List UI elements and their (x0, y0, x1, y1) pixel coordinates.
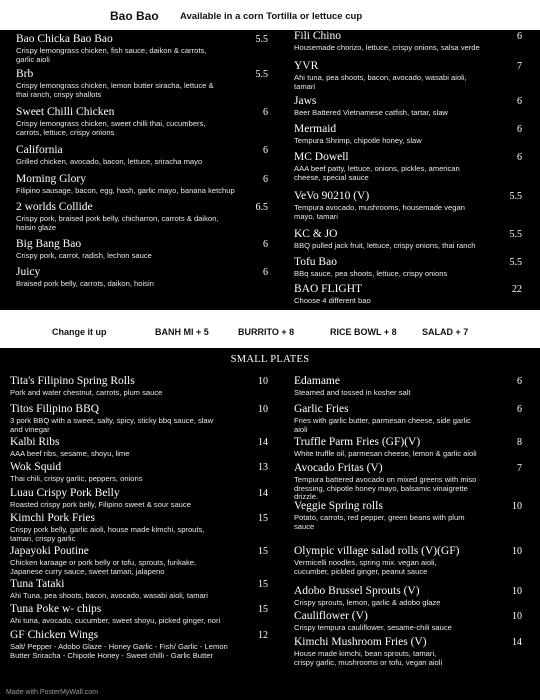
menu-item (16, 106, 268, 137)
menu-item-price: 15 (258, 604, 268, 615)
menu-item-description: 3 pork BBQ with a sweet, salty, spicy, sticky bbq sauce, slaw and vinegar (10, 416, 214, 434)
menu-item-price: 14 (258, 437, 268, 448)
menu-item-name: Adobo Brussel Sprouts (V) (294, 585, 420, 597)
menu-item-description: Crispy pork belly, garlic aioli, house made kimchi, sprouts, tamari, crispy garlic (10, 525, 205, 543)
menu-item (16, 266, 268, 289)
option-rice-bowl: RICE BOWL + 8 (330, 327, 397, 337)
menu-item-description: Crispy lemongrass chicken, lemon butter siracha, lettuce & thai ranch, crispy shallots (16, 81, 214, 99)
menu-item-name: Jaws (294, 95, 317, 107)
menu-item (294, 500, 522, 531)
menu-item (294, 283, 522, 306)
menu-item-description: Tempura Shrimp, chipotle honey, slaw (294, 136, 422, 145)
bao-title: Bao Bao (110, 9, 159, 23)
menu-item-name: Japayoki Poutine (10, 545, 89, 557)
small-plates-heading: SMALL PLATES (230, 354, 310, 365)
small-plates-panel (0, 348, 540, 700)
menu-item-description: Salt/ Pepper - Adobo Glaze - Honey Garlic - Fish/ Garlic - Lemon Butter Sriracha - Chipotle Honey - Sweet chilli - Garlic Butter (10, 642, 228, 660)
menu-item-name: Mermaid (294, 123, 337, 135)
menu-item-description: Crispy sprouts, lemon, garlic & adobo glaze (294, 598, 441, 607)
menu-item-description: Thai chili, crispy garlic, peppers, onions (10, 474, 143, 483)
menu-item-price: 14 (258, 488, 268, 499)
menu-item-description: Crispy lemongrass chicken, fish sauce, daikon & carrots, garlic aioli (16, 46, 207, 64)
menu-item-name: Kimchi Mushroom Fries (V) (294, 636, 427, 648)
watermark: Made with PosterMyWall.com (6, 689, 98, 696)
bao-header (0, 0, 540, 30)
menu-item-price: 10 (512, 546, 522, 557)
menu-item-name: Big Bang Bao (16, 238, 82, 250)
menu-item-price: 10 (258, 376, 268, 387)
menu-item-description: Steamed and tossed in kosher salt (294, 388, 411, 397)
menu-item-name: Wok Squid (10, 461, 62, 473)
menu-item-price: 6 (263, 145, 268, 156)
menu-item-description: Roasted crispy pork belly, Filipino sweet & sour sauce (10, 500, 191, 509)
change-label: Change it up (52, 327, 107, 337)
menu-item-price: 10 (512, 501, 522, 512)
menu-item-name: KC & JO (294, 228, 338, 240)
menu-item-name: Olympic village salad rolls (V)(GF) (294, 545, 460, 557)
menu-item (294, 151, 522, 182)
menu-item (294, 462, 522, 502)
menu-item-description: Crispy tempura cauliflower, sesame-chili sauce (294, 623, 452, 632)
menu-item-price: 6.5 (255, 202, 268, 213)
menu-item-name: Sweet Chilli Chicken (16, 106, 115, 118)
menu-item-price: 14 (512, 637, 522, 648)
menu-item-price: 6 (517, 376, 522, 387)
menu-item-name: Truffle Parm Fries (GF)(V) (294, 436, 421, 448)
menu-item-name: Fili Chino (294, 30, 341, 42)
menu-item-price: 6 (517, 31, 522, 42)
menu-item-description: Pork and water chestnut, carrots, plum sauce (10, 388, 163, 397)
menu-item-price: 5.5 (509, 191, 522, 202)
menu-item (10, 545, 268, 576)
menu-item (16, 238, 268, 261)
menu-item (294, 228, 522, 251)
menu-item (294, 585, 522, 608)
menu-item (16, 144, 268, 167)
menu-item-name: Juicy (16, 266, 41, 278)
menu-item-description: Crispy lemongrass chicken, sweet chilli thai, cucumbers, carrots, lettuce, crispy onions (16, 119, 206, 137)
menu-item-price: 10 (512, 586, 522, 597)
menu-item (10, 512, 268, 543)
menu-item-price: 15 (258, 579, 268, 590)
menu-item-price: 6 (263, 107, 268, 118)
menu-item-name: 2 worlds Collide (16, 201, 93, 213)
menu-item-price: 15 (258, 546, 268, 557)
menu-item (10, 461, 268, 484)
menu-item-description: Braised pork belly, carrots, daikon, hoisin (16, 279, 154, 288)
menu-item-name: Luau Crispy Pork Belly (10, 487, 120, 499)
menu-item (10, 375, 268, 398)
menu-item-price: 6 (517, 404, 522, 415)
menu-item-price: 22 (512, 284, 522, 295)
menu-item-name: Titos Filipino BBQ (10, 403, 100, 415)
bao-subtitle: Available in a corn Tortilla or lettuce cup (180, 11, 363, 22)
menu-item-price: 6 (263, 174, 268, 185)
menu-item-description: Grilled chicken, avocado, bacon, lettuce, sriracha mayo (16, 157, 203, 166)
menu-item-description: BBQ pulled jack fruit, lettuce, crispy onions, thai ranch (294, 241, 476, 250)
menu-item-name: Tuna Poke w- chips (10, 603, 102, 615)
menu-item (294, 60, 522, 91)
menu-item-description: Choose 4 different bao (294, 296, 371, 305)
menu-item (10, 436, 268, 459)
bao-menu-panel (0, 30, 540, 310)
menu-item (294, 375, 522, 398)
menu-item (16, 33, 268, 64)
menu-item (10, 629, 268, 660)
menu-item-name: Kimchi Pork Fries (10, 512, 95, 524)
menu-item-price: 5.5 (255, 69, 268, 80)
menu-item (294, 256, 522, 279)
menu-item-price: 6 (517, 96, 522, 107)
menu-item-description: Ahi tuna, avocado, cucumber, sweet shoyu, picked ginger, nori (10, 616, 221, 625)
menu-item-price: 5.5 (255, 34, 268, 45)
menu-item-price: 10 (512, 611, 522, 622)
menu-item-description: Tempura avocado, mushrooms, housemade vegan mayo, tamari (294, 203, 465, 221)
menu-item-price: 5.5 (509, 229, 522, 240)
menu-item-description: White truffle oil, parmesan cheese, lemon & garlic aioli (294, 449, 477, 458)
menu-item-price: 6 (517, 152, 522, 163)
menu-item-price: 5.5 (509, 257, 522, 268)
menu-item-description: BBq sauce, pea shoots, lettuce, crispy onions (294, 269, 448, 278)
menu-item-name: YVR (294, 60, 319, 72)
menu-item-name: GF Chicken Wings (10, 629, 99, 641)
menu-item-price: 7 (517, 463, 522, 474)
menu-item-name: Tuna Tataki (10, 578, 65, 590)
option-banh-mi: BANH MI + 5 (155, 327, 209, 337)
menu-item-description: AAA beef patty, lettuce, onions, pickles, american cheese, special sauce (294, 164, 460, 182)
menu-item-description: Ahi tuna, pea shoots, bacon, avocado, wasabi aioli, tamari (294, 73, 467, 91)
menu-item-name: Morning Glory (16, 173, 86, 185)
menu-item-description: Housemade chorizo, lettuce, crispy onions, salsa verde (294, 43, 480, 52)
menu-item-name: Bao Chicka Bao Bao (16, 33, 113, 45)
menu-item-description: Crispy pork, carrot, radish, lechon sauce (16, 251, 152, 260)
option-burrito: BURRITO + 8 (238, 327, 295, 337)
option-salad: SALAD + 7 (422, 327, 469, 337)
menu-item (16, 201, 268, 232)
menu-item-price: 10 (258, 404, 268, 415)
menu-item-name: Edamame (294, 375, 340, 387)
change-it-up-bar (0, 318, 540, 344)
menu-item (294, 610, 522, 633)
menu-item-price: 8 (517, 437, 522, 448)
menu-item (294, 403, 522, 434)
menu-item-name: BAO FLIGHT (294, 283, 363, 295)
menu-item (10, 603, 268, 626)
menu-item-description: Vermicelli noodles, spring mix. vegan aioli, cucumber, pickled ginger, peanut sauce (294, 558, 437, 576)
menu-item (10, 487, 268, 510)
menu-item-description: Ahi Tuna, pea shoots, bacon, avocado, wasabi aioli, tamari (10, 591, 208, 600)
menu-item-name: Brb (16, 68, 34, 80)
menu-item-name: MC Dowell (294, 151, 349, 163)
menu-item-price: 6 (517, 124, 522, 135)
menu-item-name: VeVo 90210 (V) (294, 190, 370, 202)
menu-item-price: 6 (263, 239, 268, 250)
menu-item-name: Garlic Fries (294, 403, 349, 415)
menu-item-description: Fries with garlic butter, parmesan cheese, side garlic aioli (294, 416, 471, 434)
menu-item-description: Crispy pork, braised pork belly, chicharron, carrots & daikon, hoisin glaze (16, 214, 219, 232)
menu-item (294, 123, 522, 146)
menu-item-description: Filipino sausage, bacon, egg, hash, garlic mayo, banana ketchup (16, 186, 235, 195)
menu-item-price: 7 (517, 61, 522, 72)
menu-item-name: California (16, 144, 63, 156)
menu-item-description: Tempura battered avocado on mixed greens with miso dressing, chipotle honey mayo, balsamic vinaigrette drizzle. (294, 475, 477, 502)
menu-item-name: Veggie Spring rolls (294, 500, 383, 512)
menu-item-description: Beer Battered Vietnamese catfish, tartar, slaw (294, 108, 448, 117)
menu-item (16, 173, 268, 196)
menu-item-name: Tita's Filipino Spring Rolls (10, 375, 135, 387)
menu-item-price: 15 (258, 513, 268, 524)
menu-item (294, 95, 522, 118)
menu-item (10, 403, 268, 434)
menu-item-name: Tofu Bao (294, 256, 337, 268)
menu-item (294, 545, 522, 576)
menu-item-name: Cauliflower (V) (294, 610, 368, 622)
menu-item (294, 30, 522, 53)
menu-item-description: Chicken karaage or pork belly or tofu, sprouts, furikake, Japanese curry sauce, sweet tamari, jalapeno (10, 558, 197, 576)
menu-item (294, 636, 522, 667)
menu-item-description: Potato, carrots, red pepper, green beans with plum sauce (294, 513, 465, 531)
menu-item-name: Avocado Fritas (V) (294, 462, 383, 474)
menu-item-price: 6 (263, 267, 268, 278)
menu-item (294, 190, 522, 221)
menu-item-description: House made kimchi, bean sprouts, tamari, crispy garlic, mushrooms or tofu, vegan aioli (294, 649, 443, 667)
menu-item-description: AAA beef ribs, sesame, shoyu, lime (10, 449, 130, 458)
menu-item (294, 436, 522, 459)
menu-item (10, 578, 268, 601)
menu-item-price: 12 (258, 630, 268, 641)
menu-item-name: Kalbi Ribs (10, 436, 60, 448)
menu-item-price: 13 (258, 462, 268, 473)
menu-item (16, 68, 268, 99)
